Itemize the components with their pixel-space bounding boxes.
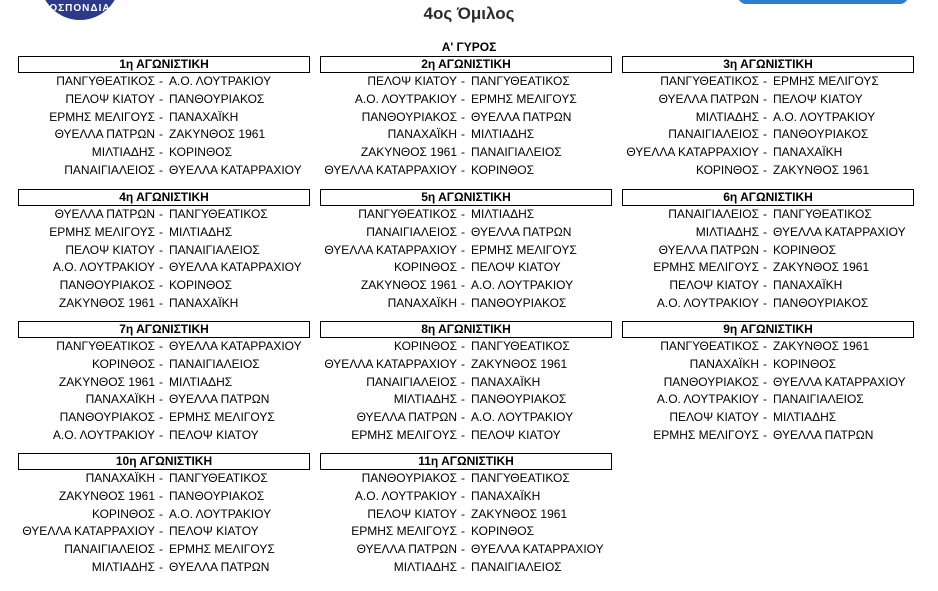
match-separator: - bbox=[461, 542, 465, 557]
away-team: ΠΑΝΓΥΘΕΑΤΙΚΟΣ bbox=[169, 471, 268, 485]
home-team: ΘΥΕΛΛΑ ΚΑΤΑΡΡΑΧΙΟΥ bbox=[324, 162, 457, 177]
match-row bbox=[320, 126, 612, 144]
home-team: ΠΕΛΟΨ ΚΙΑΤΟΥ bbox=[367, 506, 457, 521]
matchday-block bbox=[622, 56, 914, 180]
home-team: ΠΑΝΓΥΘΕΑΤΙΚΟΣ bbox=[660, 74, 759, 88]
page-title: 4ος Όμιλος bbox=[423, 4, 515, 23]
match-row bbox=[622, 91, 914, 109]
home-team: ΠΕΛΟΨ ΚΙΑΤΟΥ bbox=[65, 91, 155, 106]
match-row bbox=[320, 162, 612, 180]
away-team: ΘΥΕΛΛΑ ΠΑΤΡΩΝ bbox=[773, 427, 874, 442]
match-row bbox=[622, 277, 914, 295]
match-separator: - bbox=[159, 207, 163, 221]
away-team: ΠΑΝΓΥΘΕΑΤΙΚΟΣ bbox=[169, 207, 268, 221]
match-separator: - bbox=[159, 260, 163, 275]
match-row bbox=[320, 91, 612, 109]
home-team: ΕΡΜΗΣ ΜΕΛΙΓΟΥΣ bbox=[351, 524, 457, 539]
home-team: ΚΟΡΙΝΘΟΣ bbox=[91, 356, 155, 371]
match-row bbox=[18, 541, 310, 559]
match-row bbox=[320, 470, 612, 488]
home-team: ΠΑΝΑΙΓΙΑΛΕΙΟΣ bbox=[64, 542, 155, 557]
match-separator: - bbox=[159, 224, 163, 239]
match-separator: - bbox=[461, 162, 465, 177]
home-team: ΠΑΝΑΙΓΙΑΛΕΙΟΣ bbox=[668, 207, 759, 221]
matchday-block bbox=[18, 189, 310, 313]
match-row bbox=[622, 374, 914, 392]
home-team: ΘΥΕΛΛΑ ΚΑΤΑΡΡΑΧΙΟΥ bbox=[22, 524, 155, 539]
matchday-block bbox=[18, 321, 310, 445]
match-row bbox=[18, 109, 310, 127]
away-team: ΠΑΝΘΟΥΡΙΑΚΟΣ bbox=[471, 392, 567, 407]
match-separator: - bbox=[159, 145, 163, 160]
matchday-header: 10η ΑΓΩΝΙΣΤΙΚΗ bbox=[18, 453, 310, 470]
away-team: ΠΑΝΘΟΥΡΙΑΚΟΣ bbox=[471, 295, 567, 310]
match-separator: - bbox=[763, 295, 767, 310]
matchday-header: 9η ΑΓΩΝΙΣΤΙΚΗ bbox=[622, 321, 914, 338]
away-team: ΠΕΛΟΨ ΚΙΑΤΟΥ bbox=[471, 260, 561, 275]
match-separator: - bbox=[461, 559, 465, 574]
match-separator: - bbox=[763, 162, 767, 177]
match-row bbox=[18, 338, 310, 356]
match-row bbox=[622, 295, 914, 313]
match-separator: - bbox=[461, 392, 465, 407]
match-separator: - bbox=[461, 524, 465, 539]
match-separator: - bbox=[763, 427, 767, 442]
match-separator: - bbox=[159, 162, 163, 177]
home-team: ΘΥΕΛΛΑ ΚΑΤΑΡΡΑΧΙΟΥ bbox=[626, 145, 759, 160]
match-separator: - bbox=[159, 356, 163, 371]
match-row bbox=[622, 391, 914, 409]
away-team: ΚΟΡΙΝΘΟΣ bbox=[773, 356, 837, 371]
match-row bbox=[18, 242, 310, 260]
away-team: ΜΙΛΤΙΑΔΗΣ bbox=[169, 374, 233, 389]
match-row bbox=[622, 162, 914, 180]
away-team: ΠΑΝΓΥΘΕΑΤΙΚΟΣ bbox=[471, 74, 570, 88]
match-row bbox=[622, 242, 914, 260]
away-team: ΘΥΕΛΛΑ ΚΑΤΑΡΡΑΧΙΟΥ bbox=[169, 339, 302, 353]
away-team: ΠΑΝΑΧΑΪΚΗ bbox=[169, 109, 239, 124]
home-team: ΜΙΛΤΙΑΔΗΣ bbox=[695, 109, 759, 124]
away-team: ΕΡΜΗΣ ΜΕΛΙΓΟΥΣ bbox=[169, 542, 275, 557]
away-team: ΜΙΛΤΙΑΔΗΣ bbox=[773, 410, 837, 425]
match-row bbox=[18, 523, 310, 541]
match-separator: - bbox=[159, 242, 163, 257]
matchday-header: 6η ΑΓΩΝΙΣΤΙΚΗ bbox=[622, 189, 914, 206]
match-separator: - bbox=[159, 295, 163, 310]
away-team: ΘΥΕΛΛΑ ΚΑΤΑΡΡΑΧΙΟΥ bbox=[773, 374, 906, 389]
home-team: ΚΟΡΙΝΘΟΣ bbox=[91, 506, 155, 521]
match-separator: - bbox=[461, 374, 465, 389]
match-row bbox=[320, 242, 612, 260]
match-row bbox=[622, 356, 914, 374]
match-separator: - bbox=[461, 127, 465, 142]
match-row bbox=[320, 295, 612, 313]
home-team: ΠΑΝΘΟΥΡΙΑΚΟΣ bbox=[59, 278, 155, 293]
home-team: ΠΑΝΘΟΥΡΙΑΚΟΣ bbox=[663, 374, 759, 389]
away-team: ΕΡΜΗΣ ΜΕΛΙΓΟΥΣ bbox=[169, 410, 275, 425]
match-separator: - bbox=[159, 542, 163, 557]
home-team: ΕΡΜΗΣ ΜΕΛΙΓΟΥΣ bbox=[49, 224, 155, 239]
away-team: ΠΑΝΓΥΘΕΑΤΙΚΟΣ bbox=[773, 207, 872, 221]
match-row bbox=[320, 409, 612, 427]
match-separator: - bbox=[159, 392, 163, 407]
match-separator: - bbox=[461, 471, 465, 485]
home-team: ΠΑΝΘΟΥΡΙΑΚΟΣ bbox=[59, 410, 155, 425]
home-team: ΖΑΚΥΝΘΟΣ 1961 bbox=[58, 488, 155, 503]
away-team: ΕΡΜΗΣ ΜΕΛΙΓΟΥΣ bbox=[471, 91, 577, 106]
away-team: Α.Ο. ΛΟΥΤΡΑΚΙΟΥ bbox=[773, 109, 876, 124]
away-team: ΠΑΝΑΙΓΙΑΛΕΙΟΣ bbox=[169, 242, 260, 257]
away-team: ΠΑΝΑΧΑΪΚΗ bbox=[471, 488, 541, 503]
home-team: ΠΑΝΑΧΑΪΚΗ bbox=[387, 295, 457, 310]
match-row bbox=[18, 295, 310, 313]
away-team: ΜΙΛΤΙΑΔΗΣ bbox=[471, 127, 535, 142]
away-team: ΠΕΛΟΨ ΚΙΑΤΟΥ bbox=[471, 427, 561, 442]
away-team: Α.Ο. ΛΟΥΤΡΑΚΙΟΥ bbox=[169, 74, 272, 88]
home-team: ΜΙΛΤΙΑΔΗΣ bbox=[695, 224, 759, 239]
match-separator: - bbox=[159, 488, 163, 503]
matchday-block bbox=[320, 189, 612, 313]
home-team: ΚΟΡΙΝΘΟΣ bbox=[695, 162, 759, 177]
match-row bbox=[622, 144, 914, 162]
match-row bbox=[320, 73, 612, 91]
away-team: ΖΑΚΥΝΘΟΣ 1961 bbox=[773, 260, 870, 275]
away-team: ΠΑΝΑΧΑΪΚΗ bbox=[471, 374, 541, 389]
away-team: ΕΡΜΗΣ ΜΕΛΙΓΟΥΣ bbox=[773, 74, 879, 88]
home-team: ΚΟΡΙΝΘΟΣ bbox=[393, 260, 457, 275]
match-row bbox=[18, 374, 310, 392]
home-team: ΘΥΕΛΛΑ ΠΑΤΡΩΝ bbox=[658, 91, 759, 106]
home-team: ΠΑΝΑΧΑΪΚΗ bbox=[85, 471, 155, 485]
match-row bbox=[18, 470, 310, 488]
match-separator: - bbox=[461, 207, 465, 221]
matchday-header: 2η ΑΓΩΝΙΣΤΙΚΗ bbox=[320, 56, 612, 73]
home-team: Α.Ο. ΛΟΥΤΡΑΚΙΟΥ bbox=[656, 392, 759, 407]
match-separator: - bbox=[159, 339, 163, 353]
home-team: ΕΡΜΗΣ ΜΕΛΙΓΟΥΣ bbox=[653, 260, 759, 275]
match-separator: - bbox=[159, 427, 163, 442]
away-team: ΠΕΛΟΨ ΚΙΑΤΟΥ bbox=[773, 91, 863, 106]
match-separator: - bbox=[159, 74, 163, 88]
match-separator: - bbox=[461, 109, 465, 124]
matchday-block bbox=[320, 56, 612, 180]
match-separator: - bbox=[461, 91, 465, 106]
away-team: ΘΥΕΛΛΑ ΚΑΤΑΡΡΑΧΙΟΥ bbox=[773, 224, 906, 239]
home-team: ΠΕΛΟΨ ΚΙΑΤΟΥ bbox=[669, 410, 759, 425]
matchday-block bbox=[622, 189, 914, 313]
home-team: ΖΑΚΥΝΘΟΣ 1961 bbox=[58, 374, 155, 389]
home-team: Α.Ο. ΛΟΥΤΡΑΚΙΟΥ bbox=[354, 488, 457, 503]
matchday-header: 4η ΑΓΩΝΙΣΤΙΚΗ bbox=[18, 189, 310, 206]
matchday-block bbox=[18, 453, 310, 577]
away-team: ΠΑΝΑΙΓΙΑΛΕΙΟΣ bbox=[773, 392, 864, 407]
away-team: ΠΑΝΑΧΑΪΚΗ bbox=[773, 145, 843, 160]
match-row bbox=[622, 73, 914, 91]
match-row bbox=[320, 144, 612, 162]
match-row bbox=[320, 109, 612, 127]
home-team: ΠΑΝΓΥΘΕΑΤΙΚΟΣ bbox=[358, 207, 457, 221]
away-team: ΖΑΚΥΝΘΟΣ 1961 bbox=[773, 339, 870, 353]
match-separator: - bbox=[763, 207, 767, 221]
match-separator: - bbox=[159, 374, 163, 389]
match-row bbox=[320, 356, 612, 374]
home-team: ΜΙΛΤΙΑΔΗΣ bbox=[91, 145, 155, 160]
match-row bbox=[320, 259, 612, 277]
away-team: ΜΙΛΤΙΑΔΗΣ bbox=[471, 207, 535, 221]
home-team: ΕΡΜΗΣ ΜΕΛΙΓΟΥΣ bbox=[49, 109, 155, 124]
home-team: ΘΥΕΛΛΑ ΚΑΤΑΡΡΑΧΙΟΥ bbox=[324, 356, 457, 371]
home-team: ΘΥΕΛΛΑ ΠΑΤΡΩΝ bbox=[54, 127, 155, 142]
matchday-header: 5η ΑΓΩΝΙΣΤΙΚΗ bbox=[320, 189, 612, 206]
away-team: ΠΑΝΘΟΥΡΙΑΚΟΣ bbox=[773, 127, 869, 142]
away-team: ΜΙΛΤΙΑΔΗΣ bbox=[169, 224, 233, 239]
match-separator: - bbox=[763, 91, 767, 106]
away-team: ΠΕΛΟΨ ΚΙΑΤΟΥ bbox=[169, 524, 259, 539]
match-separator: - bbox=[461, 339, 465, 353]
away-team: ΠΑΝΑΙΓΙΑΛΕΙΟΣ bbox=[169, 356, 260, 371]
match-separator: - bbox=[763, 127, 767, 142]
match-row bbox=[18, 91, 310, 109]
match-separator: - bbox=[763, 278, 767, 293]
matchday-header: 7η ΑΓΩΝΙΣΤΙΚΗ bbox=[18, 321, 310, 338]
matchday-block bbox=[622, 321, 914, 445]
match-separator: - bbox=[461, 224, 465, 239]
home-team: ΠΑΝΑΙΓΙΑΛΕΙΟΣ bbox=[366, 224, 457, 239]
match-row bbox=[320, 338, 612, 356]
match-separator: - bbox=[461, 488, 465, 503]
away-team: Α.Ο. ΛΟΥΤΡΑΚΙΟΥ bbox=[169, 506, 272, 521]
match-separator: - bbox=[461, 427, 465, 442]
home-team: ΠΑΝΘΟΥΡΙΑΚΟΣ bbox=[361, 471, 457, 485]
home-team: ΕΡΜΗΣ ΜΕΛΙΓΟΥΣ bbox=[351, 427, 457, 442]
home-team: ΠΑΝΑΧΑΪΚΗ bbox=[85, 392, 155, 407]
match-separator: - bbox=[461, 295, 465, 310]
matchday-block bbox=[320, 453, 612, 577]
home-team: ΖΑΚΥΝΘΟΣ 1961 bbox=[58, 295, 155, 310]
match-separator: - bbox=[763, 224, 767, 239]
match-separator: - bbox=[461, 74, 465, 88]
match-row bbox=[622, 126, 914, 144]
match-row bbox=[320, 488, 612, 506]
home-team: ΜΙΛΤΙΑΔΗΣ bbox=[393, 392, 457, 407]
match-row bbox=[320, 206, 612, 224]
home-team: Α.Ο. ΛΟΥΤΡΑΚΙΟΥ bbox=[656, 295, 759, 310]
away-team: ΠΑΝΑΙΓΙΑΛΕΙΟΣ bbox=[471, 559, 562, 574]
home-team: ΘΥΕΛΛΑ ΠΑΤΡΩΝ bbox=[356, 410, 457, 425]
away-team: ΘΥΕΛΛΑ ΚΑΤΑΡΡΑΧΙΟΥ bbox=[471, 542, 604, 557]
away-team: ΠΑΝΓΥΘΕΑΤΙΚΟΣ bbox=[471, 339, 570, 353]
away-team: Α.Ο. ΛΟΥΤΡΑΚΙΟΥ bbox=[471, 410, 574, 425]
match-row bbox=[18, 391, 310, 409]
match-row bbox=[320, 559, 612, 577]
away-team: ΚΟΡΙΝΘΟΣ bbox=[471, 162, 535, 177]
match-row bbox=[622, 427, 914, 445]
match-row bbox=[320, 506, 612, 524]
match-row bbox=[622, 338, 914, 356]
home-team: ΠΑΝΘΟΥΡΙΑΚΟΣ bbox=[361, 109, 457, 124]
home-team: ΘΥΕΛΛΑ ΠΑΤΡΩΝ bbox=[54, 207, 155, 221]
match-row bbox=[18, 488, 310, 506]
home-team: ΜΙΛΤΙΑΔΗΣ bbox=[393, 559, 457, 574]
home-team: ΖΑΚΥΝΘΟΣ 1961 bbox=[360, 145, 457, 160]
away-team: ΘΥΕΛΛΑ ΠΑΤΡΩΝ bbox=[169, 559, 270, 574]
home-team: ΕΡΜΗΣ ΜΕΛΙΓΟΥΣ bbox=[653, 427, 759, 442]
match-separator: - bbox=[461, 145, 465, 160]
match-row bbox=[18, 162, 310, 180]
home-team: Α.Ο. ΛΟΥΤΡΑΚΙΟΥ bbox=[52, 260, 155, 275]
match-separator: - bbox=[461, 410, 465, 425]
home-team: ΘΥΕΛΛΑ ΚΑΤΑΡΡΑΧΙΟΥ bbox=[324, 242, 457, 257]
match-separator: - bbox=[159, 91, 163, 106]
matchday-header: 3η ΑΓΩΝΙΣΤΙΚΗ bbox=[622, 56, 914, 73]
home-team: ΠΕΛΟΨ ΚΙΑΤΟΥ bbox=[367, 74, 457, 88]
match-row bbox=[622, 409, 914, 427]
match-row bbox=[320, 541, 612, 559]
match-row bbox=[18, 224, 310, 242]
round-label: Α' ΓΥΡΟΣ bbox=[441, 40, 497, 54]
away-team: ΖΑΚΥΝΘΟΣ 1961 bbox=[471, 356, 568, 371]
logo-text: ΟΣΠΟΝΔΙΑ bbox=[49, 3, 111, 14]
home-team: ΠΑΝΑΧΑΪΚΗ bbox=[689, 356, 759, 371]
match-row bbox=[320, 277, 612, 295]
away-team: ΚΟΡΙΝΘΟΣ bbox=[471, 524, 535, 539]
home-team: ΠΑΝΑΧΑΪΚΗ bbox=[387, 127, 457, 142]
home-team: ΚΟΡΙΝΘΟΣ bbox=[393, 339, 457, 353]
home-team: ΠΑΝΓΥΘΕΑΤΙΚΟΣ bbox=[56, 339, 155, 353]
match-separator: - bbox=[763, 260, 767, 275]
match-separator: - bbox=[159, 278, 163, 293]
home-team: ΠΑΝΑΙΓΙΑΛΕΙΟΣ bbox=[366, 374, 457, 389]
away-team: ΠΑΝΑΧΑΪΚΗ bbox=[169, 295, 239, 310]
match-separator: - bbox=[763, 410, 767, 425]
home-team: ΘΥΕΛΛΑ ΠΑΤΡΩΝ bbox=[658, 242, 759, 257]
home-team: ΜΙΛΤΙΑΔΗΣ bbox=[91, 559, 155, 574]
home-team: ΠΑΝΑΙΓΙΑΛΕΙΟΣ bbox=[668, 127, 759, 142]
match-row bbox=[18, 356, 310, 374]
home-team: ΘΥΕΛΛΑ ΠΑΤΡΩΝ bbox=[356, 542, 457, 557]
away-team: ΚΟΡΙΝΘΟΣ bbox=[773, 242, 837, 257]
home-team: ΠΕΛΟΨ ΚΙΑΤΟΥ bbox=[65, 242, 155, 257]
matchday-header: 1η ΑΓΩΝΙΣΤΙΚΗ bbox=[18, 56, 310, 73]
match-row bbox=[622, 259, 914, 277]
away-team: ΘΥΕΛΛΑ ΠΑΤΡΩΝ bbox=[471, 224, 572, 239]
home-team: ΠΑΝΓΥΘΕΑΤΙΚΟΣ bbox=[56, 74, 155, 88]
matchday-header: 8η ΑΓΩΝΙΣΤΙΚΗ bbox=[320, 321, 612, 338]
match-row bbox=[622, 224, 914, 242]
match-row bbox=[320, 523, 612, 541]
away-team: ΚΟΡΙΝΘΟΣ bbox=[169, 278, 233, 293]
match-separator: - bbox=[159, 524, 163, 539]
away-team: ΠΑΝΑΙΓΙΑΛΕΙΟΣ bbox=[471, 145, 562, 160]
away-team: ΘΥΕΛΛΑ ΚΑΤΑΡΡΑΧΙΟΥ bbox=[169, 260, 302, 275]
match-separator: - bbox=[763, 374, 767, 389]
match-row bbox=[18, 73, 310, 91]
match-row bbox=[18, 409, 310, 427]
home-team: ΖΑΚΥΝΘΟΣ 1961 bbox=[360, 278, 457, 293]
match-separator: - bbox=[763, 392, 767, 407]
away-team: ΠΑΝΘΟΥΡΙΑΚΟΣ bbox=[169, 91, 265, 106]
home-team: Α.Ο. ΛΟΥΤΡΑΚΙΟΥ bbox=[354, 91, 457, 106]
away-team: ΘΥΕΛΛΑ ΠΑΤΡΩΝ bbox=[169, 392, 270, 407]
match-separator: - bbox=[461, 260, 465, 275]
match-separator: - bbox=[159, 109, 163, 124]
match-row bbox=[320, 374, 612, 392]
match-row bbox=[18, 506, 310, 524]
match-row bbox=[18, 144, 310, 162]
matchday-block bbox=[18, 56, 310, 180]
away-team: ΘΥΕΛΛΑ ΠΑΤΡΩΝ bbox=[471, 109, 572, 124]
match-separator: - bbox=[159, 506, 163, 521]
matchday-header: 11η ΑΓΩΝΙΣΤΙΚΗ bbox=[320, 453, 612, 470]
match-row bbox=[18, 277, 310, 295]
match-separator: - bbox=[159, 471, 163, 485]
away-team: ΖΑΚΥΝΘΟΣ 1961 bbox=[169, 127, 266, 142]
away-team: ΠΑΝΘΟΥΡΙΑΚΟΣ bbox=[773, 295, 869, 310]
away-team: ΘΥΕΛΛΑ ΚΑΤΑΡΡΑΧΙΟΥ bbox=[169, 162, 302, 177]
match-separator: - bbox=[159, 559, 163, 574]
match-separator: - bbox=[461, 242, 465, 257]
away-team: ΠΑΝΑΧΑΪΚΗ bbox=[773, 278, 843, 293]
matchday-block bbox=[320, 321, 612, 445]
match-separator: - bbox=[763, 145, 767, 160]
match-separator: - bbox=[461, 356, 465, 371]
match-separator: - bbox=[159, 127, 163, 142]
match-separator: - bbox=[461, 506, 465, 521]
away-team: Α.Ο. ΛΟΥΤΡΑΚΙΟΥ bbox=[471, 278, 574, 293]
match-separator: - bbox=[763, 242, 767, 257]
match-separator: - bbox=[763, 339, 767, 353]
match-row bbox=[18, 559, 310, 577]
match-separator: - bbox=[763, 109, 767, 124]
match-row bbox=[622, 206, 914, 224]
match-separator: - bbox=[763, 356, 767, 371]
away-team: ΖΑΚΥΝΘΟΣ 1961 bbox=[471, 506, 568, 521]
match-row bbox=[18, 206, 310, 224]
home-team: Α.Ο. ΛΟΥΤΡΑΚΙΟΥ bbox=[52, 427, 155, 442]
match-separator: - bbox=[461, 278, 465, 293]
away-team: ΚΟΡΙΝΘΟΣ bbox=[169, 145, 233, 160]
match-row bbox=[622, 109, 914, 127]
match-separator: - bbox=[159, 410, 163, 425]
match-row bbox=[18, 427, 310, 445]
match-row bbox=[320, 391, 612, 409]
match-row bbox=[18, 126, 310, 144]
match-row bbox=[320, 427, 612, 445]
home-team: ΠΑΝΑΙΓΙΑΛΕΙΟΣ bbox=[64, 162, 155, 177]
match-row bbox=[320, 224, 612, 242]
match-row bbox=[18, 259, 310, 277]
home-team: ΠΕΛΟΨ ΚΙΑΤΟΥ bbox=[669, 278, 759, 293]
away-team: ΠΑΝΓΥΘΕΑΤΙΚΟΣ bbox=[471, 471, 570, 485]
away-team: ΠΑΝΘΟΥΡΙΑΚΟΣ bbox=[169, 488, 265, 503]
home-team: ΠΑΝΓΥΘΕΑΤΙΚΟΣ bbox=[660, 339, 759, 353]
away-team: ΖΑΚΥΝΘΟΣ 1961 bbox=[773, 162, 870, 177]
away-team: ΕΡΜΗΣ ΜΕΛΙΓΟΥΣ bbox=[471, 242, 577, 257]
match-separator: - bbox=[763, 74, 767, 88]
away-team: ΠΕΛΟΨ ΚΙΑΤΟΥ bbox=[169, 427, 259, 442]
